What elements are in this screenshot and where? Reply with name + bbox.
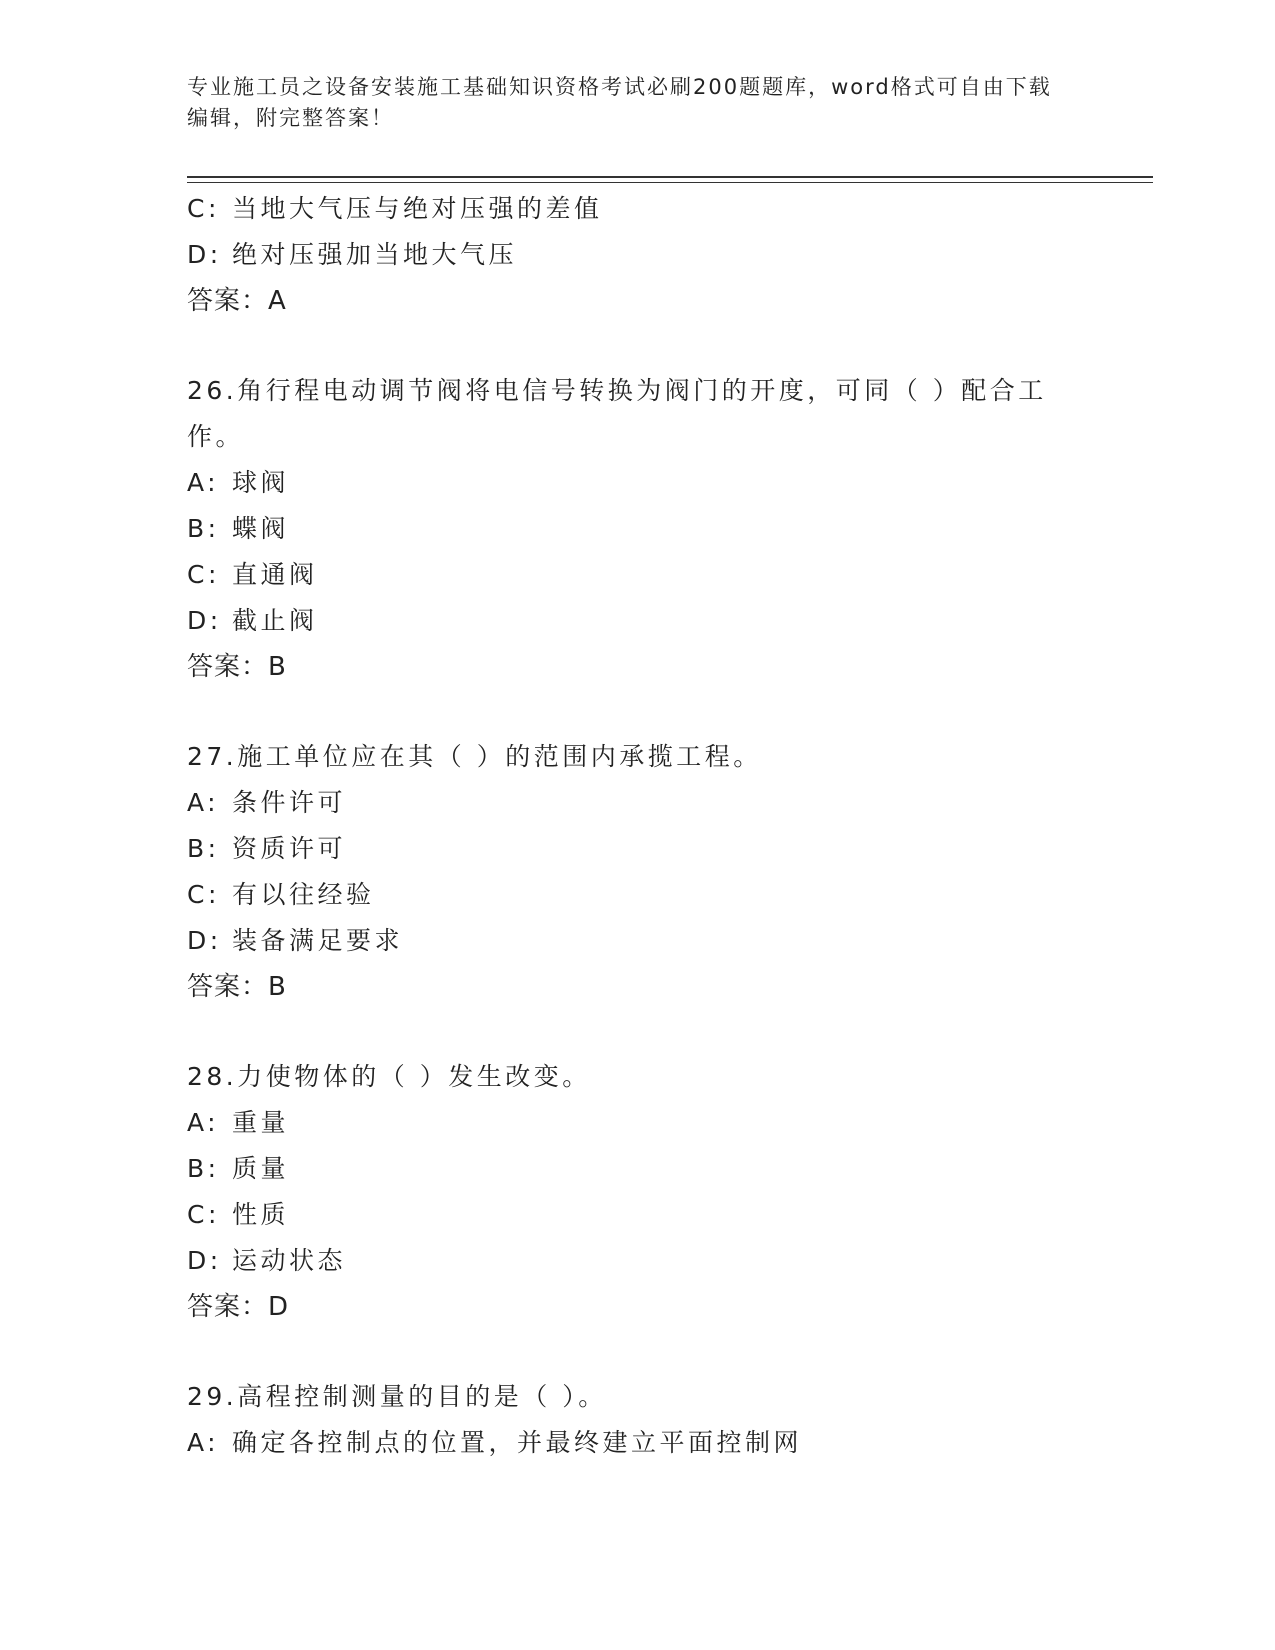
option-text: 条件许可 [232,788,347,817]
option-d [187,598,1087,644]
option-text: 绝对压强加当地大气压 [232,240,518,269]
option-label: D: [187,240,222,269]
answer-line: 答案：D [187,1292,290,1322]
option-label: D: [187,926,222,955]
option-b [187,826,1087,872]
spacer [187,690,1087,734]
option-c [187,552,1087,598]
question-29 [187,1374,1087,1466]
header-divider-thin [187,182,1153,183]
option-a [187,460,1087,506]
option-b [187,1146,1087,1192]
option-a [187,1420,1087,1466]
answer-line: 答案：A [187,286,287,316]
option-text: 球阀 [232,468,290,497]
option-d [187,1238,1087,1284]
option-label: A: [187,468,220,497]
option-label: B: [187,514,220,543]
option-text: 确定各控制点的位置，并最终建立平面控制网 [232,1428,803,1457]
option-label: A: [187,1428,220,1457]
option-label: D: [187,606,222,635]
spacer [187,1330,1087,1374]
option-label: C: [187,194,220,223]
spacer [187,1010,1087,1054]
option-text: 资质许可 [232,834,347,863]
answer-line: 答案：B [187,652,287,682]
option-text: 运动状态 [232,1246,347,1275]
question-content [187,186,1087,1466]
option-d [187,232,1087,278]
option-label: C: [187,1200,220,1229]
option-d [187,918,1087,964]
option-text: 有以往经验 [232,880,375,909]
question-25-continued [187,186,1087,324]
option-text: 重量 [232,1108,290,1137]
option-text: 蝶阀 [232,514,290,543]
option-text: 质量 [232,1154,290,1183]
option-c [187,186,1087,232]
option-c [187,872,1087,918]
option-label: B: [187,834,220,863]
option-text: 直通阀 [232,560,318,589]
option-c [187,1192,1087,1238]
option-text: 截止阀 [232,606,318,635]
option-text: 性质 [232,1200,290,1229]
option-label: D: [187,1246,222,1275]
spacer [187,324,1087,368]
question-27 [187,734,1087,1010]
option-a [187,780,1087,826]
option-b [187,506,1087,552]
question-stem: 28.力使物体的（ ）发生改变。 [187,1062,591,1091]
question-stem: 29.高程控制测量的目的是（ ）。 [187,1382,607,1411]
option-label: A: [187,1108,220,1137]
option-text: 装备满足要求 [232,926,404,955]
document-header: 专业施工员之设备安装施工基础知识资格考试必刷200题题库，word格式可自由下载编辑，附完整答案！ [187,75,1052,130]
question-28 [187,1054,1087,1330]
header-divider-thick [187,176,1153,178]
question-26 [187,368,1087,690]
option-label: C: [187,880,220,909]
option-a [187,1100,1087,1146]
option-label: A: [187,788,220,817]
option-label: B: [187,1154,220,1183]
question-stem: 27.施工单位应在其（ ）的范围内承揽工程。 [187,742,762,771]
option-label: C: [187,560,220,589]
answer-line: 答案：B [187,972,287,1002]
option-text: 当地大气压与绝对压强的差值 [232,194,603,223]
question-stem: 26.角行程电动调节阀将电信号转换为阀门的开度，可同（ ）配合工作。 [187,376,1047,451]
